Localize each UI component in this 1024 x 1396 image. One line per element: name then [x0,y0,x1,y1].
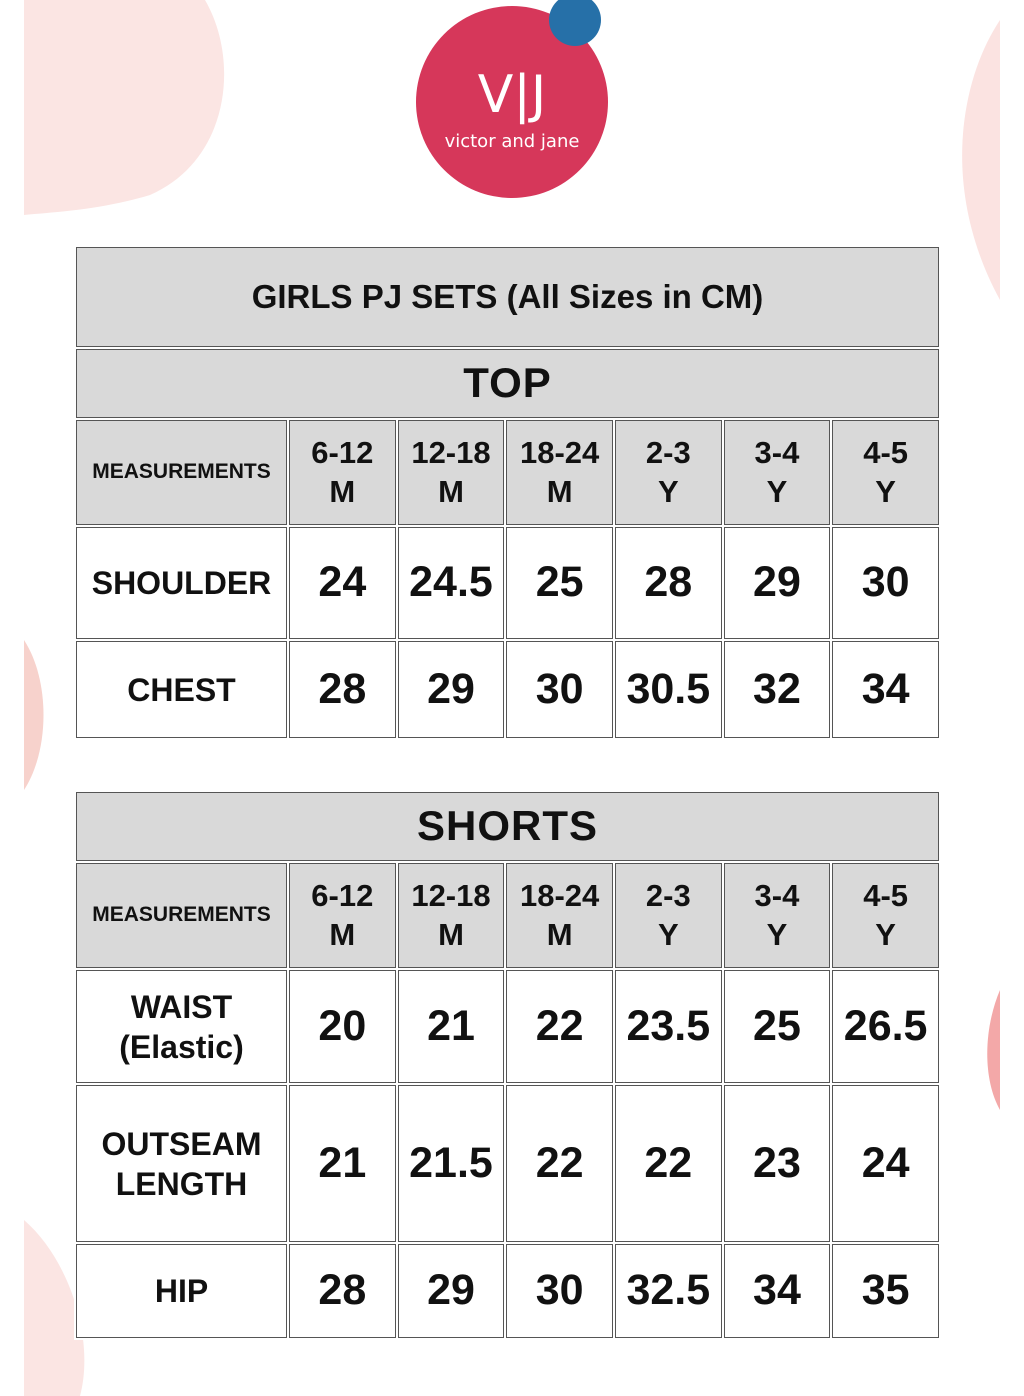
row-label-waist: WAIST (Elastic) [76,970,287,1083]
value-cell: 22 [615,1085,722,1242]
brand-logo [400,0,620,215]
value-cell: 25 [506,527,613,639]
shorts-size-header: 12-18 M [398,863,505,968]
top-size-table [74,245,941,740]
shorts-section-heading: SHORTS [76,792,939,861]
value-cell: 20 [289,970,396,1083]
row-label-chest: CHEST [76,641,287,738]
shorts-size-header: 4-5 Y [832,863,939,968]
decor-blob-top-left [0,0,240,230]
top-size-header: 18-24 M [506,420,613,525]
value-cell: 30 [832,527,939,639]
decor-blob-right-upper [950,20,1024,300]
value-cell: 24 [289,527,396,639]
value-cell: 32 [724,641,831,738]
value-cell: 34 [724,1244,831,1338]
value-cell: 28 [289,641,396,738]
decor-blob-left-middle [0,640,50,790]
value-cell: 26.5 [832,970,939,1083]
value-cell: 29 [724,527,831,639]
row-label-hip: HIP [76,1244,287,1338]
row-label-shoulder: SHOULDER [76,527,287,639]
value-cell: 32.5 [615,1244,722,1338]
top-size-header: 6-12 M [289,420,396,525]
top-measurements-header: MEASUREMENTS [76,420,287,525]
shorts-size-header: 3-4 Y [724,863,831,968]
value-cell: 24.5 [398,527,505,639]
logo-brand-name: victor and jane [444,131,580,152]
value-cell: 35 [832,1244,939,1338]
value-cell: 22 [506,970,613,1083]
shorts-size-header: 18-24 M [506,863,613,968]
value-cell: 28 [289,1244,396,1338]
table-row [76,641,939,738]
value-cell: 28 [615,527,722,639]
decor-blob-right-lower [985,990,1024,1120]
table-row [76,1085,939,1242]
value-cell: 22 [506,1085,613,1242]
shorts-size-header: 2-3 Y [615,863,722,968]
top-size-header: 2-3 Y [615,420,722,525]
value-cell: 21.5 [398,1085,505,1242]
value-cell: 25 [724,970,831,1083]
value-cell: 30 [506,1244,613,1338]
logo-monogram: V|J [477,65,547,125]
top-size-header: 12-18 M [398,420,505,525]
value-cell: 29 [398,1244,505,1338]
shorts-measurements-header: MEASUREMENTS [76,863,287,968]
row-label-outseam-length: OUTSEAM LENGTH [76,1085,287,1242]
top-size-header: 4-5 Y [832,420,939,525]
top-size-header: 3-4 Y [724,420,831,525]
value-cell: 34 [832,641,939,738]
value-cell: 30.5 [615,641,722,738]
shorts-size-table [74,790,941,1340]
table-row [76,1244,939,1338]
chart-title: GIRLS PJ SETS (All Sizes in CM) [76,247,939,347]
value-cell: 29 [398,641,505,738]
value-cell: 23.5 [615,970,722,1083]
top-section-heading: TOP [76,349,939,418]
shorts-size-header: 6-12 M [289,863,396,968]
value-cell: 21 [398,970,505,1083]
table-row [76,970,939,1083]
value-cell: 24 [832,1085,939,1242]
value-cell: 30 [506,641,613,738]
value-cell: 23 [724,1085,831,1242]
table-row [76,527,939,639]
value-cell: 21 [289,1085,396,1242]
